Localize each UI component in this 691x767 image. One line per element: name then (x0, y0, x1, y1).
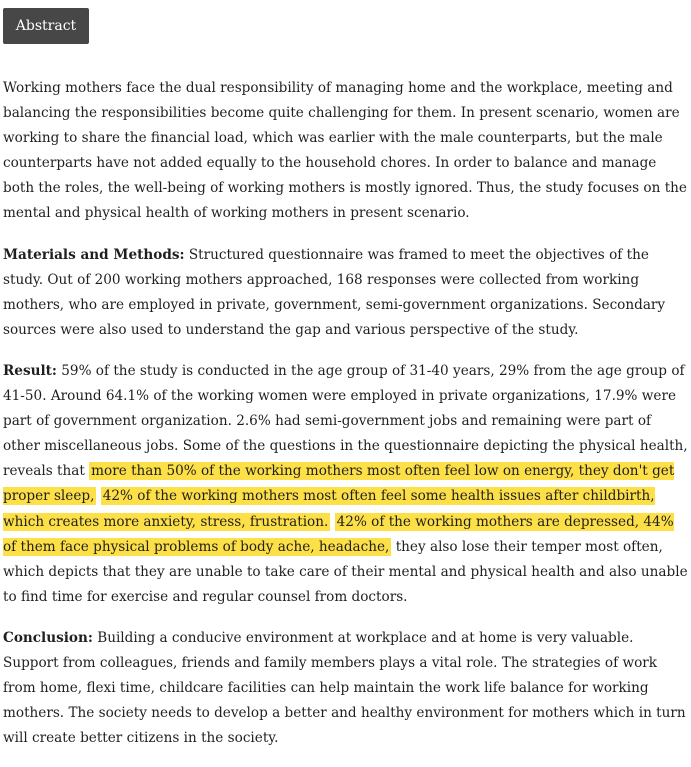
methods-label: Materials and Methods: (3, 246, 185, 263)
abstract-intro-paragraph: Working mothers face the dual responsibility of managing home and the workplace, meeting and balancing the responsibilities become quite challenging for them. In present scenario, women are working to share the financial load, which was earlier with the male counterparts, but the male counterparts have not added equally to the household chores. In order to balance and manage both the roles, the well-being of working mothers is mostly ignored. Thus, the study focuses on the mental and physical health of working mothers in present scenario. (3, 80, 687, 222)
result-text-before: 59% of the study is conducted in the age group of 31-40 years, 29% from the age group of 41-50. Around 64.1% of the working women were employed in private organizations, 17.9% were part of government organization. 2.6% had semi-government jobs and remaining were part of other miscellaneous jobs. Some of the questions in the questionnaire depicting the physical health, reveals that (3, 362, 688, 480)
methods-text: Structured questionnaire was framed to meet the objectives of the study. Out of 200 working mothers approached, 168 responses were collected from working mothers, who are employed in private, government, semi-government organizations. Secondary sources were also used to understand the gap and various perspective of the study. (3, 246, 666, 338)
result-label: Result: (3, 362, 57, 379)
result-text-after: they also lose their temper most often, which depicts that they are unable to take care of their mental and physical health and also unable to find time for exercise and regular counsel from doctors. (3, 538, 688, 605)
abstract-body (3, 76, 689, 767)
conclusion-text: Building a conducive environment at workplace and at home is very valuable. Support from colleagues, friends and family members plays a vital role. The strategies of work from home, flexi time, childcare facilities can help maintain the work life balance for working mothers. The society needs to develop a better and healthy environment for mothers which in turn will create better citizens in the society. (3, 629, 686, 747)
result-highlight-1: more than 50% of the working mothers most often feel low on energy, they don't get proper sleep, (3, 463, 675, 505)
conclusion-paragraph (3, 626, 689, 751)
result-highlight-3: 42% of the working mothers are depressed, 44% of them face physical problems of body ache, headache, (3, 513, 674, 555)
result-highlight-2: 42% of the working mothers most often feel some health issues after childbirth, which creates more anxiety, stress, frustration. (3, 488, 655, 530)
methods-paragraph (3, 243, 689, 343)
conclusion-label: Conclusion: (3, 629, 93, 646)
tab-abstract[interactable]: Abstract (3, 8, 89, 44)
result-paragraph (3, 359, 689, 610)
